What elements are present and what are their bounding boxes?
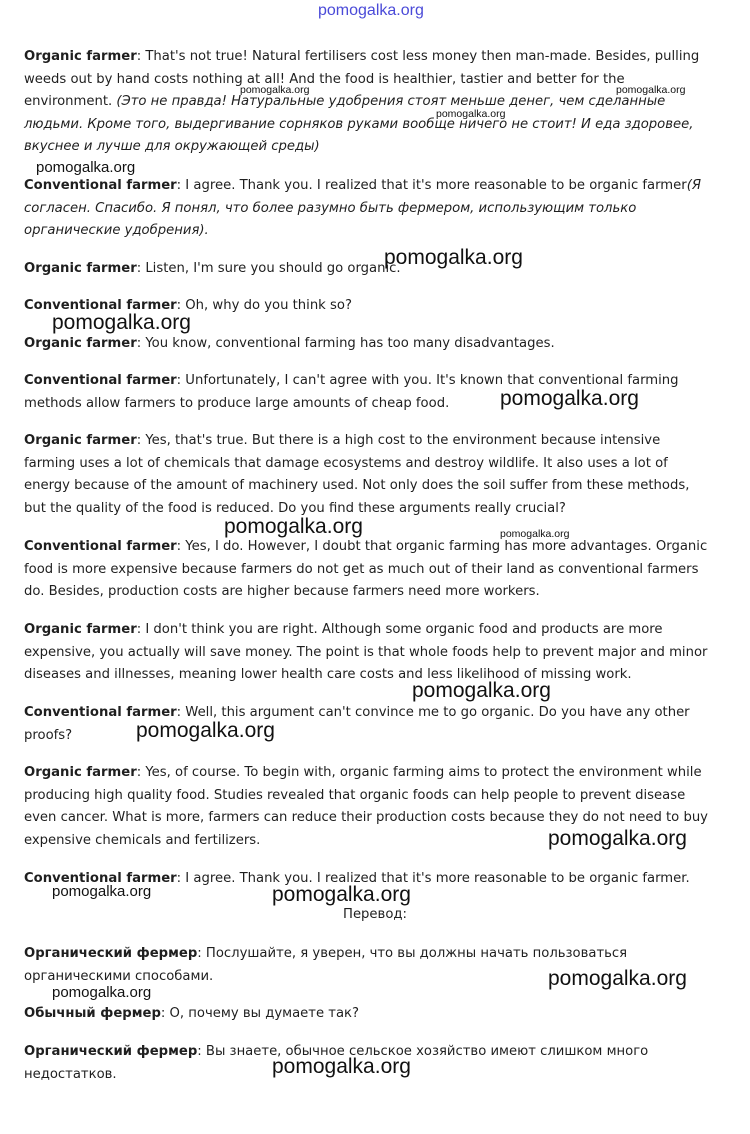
dialogue-line-9 xyxy=(24,619,714,687)
dialogue-line-7 xyxy=(24,430,714,520)
line-text: : Послушайте, я уверен, что вы должны начать пользоваться органическими способами. xyxy=(24,946,628,984)
speaker-label: Organic farmer xyxy=(24,261,137,276)
dialogue-line-10 xyxy=(24,702,714,747)
watermark: pomogalka.org xyxy=(384,246,523,269)
dialogue-line-5 xyxy=(24,333,714,356)
speaker-label: Conventional farmer xyxy=(24,373,177,388)
line-text: : That's not true! Natural fertilisers cost less money then man-made. Besides, pulling weeds out by hand costs nothing at all! And the food is healthier, tastier and better for the environment. xyxy=(24,49,700,109)
speaker-label: Organic farmer xyxy=(24,622,137,637)
line-text: : You know, conventional farming has too many disadvantages. xyxy=(136,336,555,351)
line-text: : Well, this argument can't convince me to go organic. Do you have any other proofs? xyxy=(24,705,690,743)
speaker-label: Органический фермер xyxy=(24,1044,198,1059)
watermark: pomogalka.org xyxy=(500,387,639,410)
watermark: pomogalka.org xyxy=(500,528,570,540)
watermark: pomogalka.org xyxy=(136,719,275,742)
speaker-label: Обычный фермер xyxy=(24,1006,161,1021)
watermark: pomogalka.org xyxy=(616,84,686,96)
dialogue-line-8 xyxy=(24,536,714,604)
dialogue-line-3 xyxy=(24,258,714,281)
line-translation: (Я согласен. Спасибо. Я понял, что более разумно быть фермером, использующим только органические удобрения). xyxy=(24,178,701,238)
watermark: pomogalka.org xyxy=(240,84,310,96)
dialogue-line-1 xyxy=(24,46,714,159)
line-text: : I agree. Thank you. I realized that it's more reasonable to be organic farmer. xyxy=(176,871,690,886)
line-text: : Listen, I'm sure you should go organic. xyxy=(136,261,401,276)
dialogue-line-2 xyxy=(24,175,714,243)
speaker-label: Conventional farmer xyxy=(24,298,177,313)
watermark-top: pomogalka.org xyxy=(318,2,424,19)
speaker-label: Conventional farmer xyxy=(24,539,177,554)
speaker-label: Органический фермер xyxy=(24,946,198,961)
watermark: pomogalka.org xyxy=(272,883,411,906)
speaker-label: Organic farmer xyxy=(24,433,137,448)
line-text: : Oh, why do you think so? xyxy=(176,298,352,313)
line-text: : О, почему вы думаете так? xyxy=(160,1006,360,1021)
speaker-label: Organic farmer xyxy=(24,765,137,780)
line-text: : I don't think you are right. Although some organic food and products are more expensive, you actually will save money. The point is that whole foods help to prevent major and minor diseases and illnesses, meaning lower health care costs and less likelihood of missing work. xyxy=(24,622,708,682)
translation-heading: Перевод: xyxy=(343,907,407,922)
watermark: pomogalka.org xyxy=(224,515,363,538)
watermark: pomogalka.org xyxy=(548,827,687,850)
watermark: pomogalka.org xyxy=(412,679,551,702)
speaker-label: Organic farmer xyxy=(24,336,137,351)
watermark: pomogalka.org xyxy=(52,311,191,334)
watermark: pomogalka.org xyxy=(436,108,506,120)
translation-line-2 xyxy=(24,1003,714,1026)
watermark: pomogalka.org xyxy=(52,984,152,1001)
watermark: pomogalka.org xyxy=(548,967,687,990)
watermark: pomogalka.org xyxy=(52,883,152,900)
line-text: : Yes, I do. However, I doubt that organic farming has more advantages. Organic food is more expensive because farmers do not get as much out of their land as conventional farmers do. Besides, production costs are higher because farmers need more workers. xyxy=(24,539,708,599)
line-text: : I agree. Thank you. I realized that it's more reasonable to be organic farmer xyxy=(176,178,687,193)
speaker-label: Organic farmer xyxy=(24,49,137,64)
line-translation: (Это не правда! Натуральные удобрения стоят меньше денег, чем сделанные людьми. Кроме того, выдергивание сорняков руками вообще ничего не стоит! И еда здоровее, вкуснее и лучше для окружающей среды) xyxy=(24,94,694,154)
line-text: : Вы знаете, обычное сельское хозяйство имеют слишком много недостатков. xyxy=(24,1044,649,1082)
watermark: pomogalka.org xyxy=(36,159,136,176)
watermark: pomogalka.org xyxy=(272,1055,411,1078)
speaker-label: Conventional farmer xyxy=(24,178,177,193)
speaker-label: Conventional farmer xyxy=(24,705,177,720)
line-text: : Yes, of course. To begin with, organic farming aims to protect the environment while producing high quality food. Studies revealed that organic foods can help people to prevent disease even cancer. What is more, farmers can reduce their production costs because they do not need to buy expensive chemicals and fertilizers. xyxy=(24,765,708,848)
line-text: : Yes, that's true. But there is a high cost to the environment because intensive farming uses a lot of chemicals that damage ecosystems and destroy wildlife. It also uses a lot of energy because of the amount of machinery used. Not only does the soil suffer from these methods, but the quality of the food is reduced. Do you find these arguments really crucial? xyxy=(24,433,690,516)
speaker-label: Conventional farmer xyxy=(24,871,177,886)
line-text: : Unfortunately, I can't agree with you. It's known that conventional farming methods allow farmers to produce large amounts of cheap food. xyxy=(24,373,679,411)
